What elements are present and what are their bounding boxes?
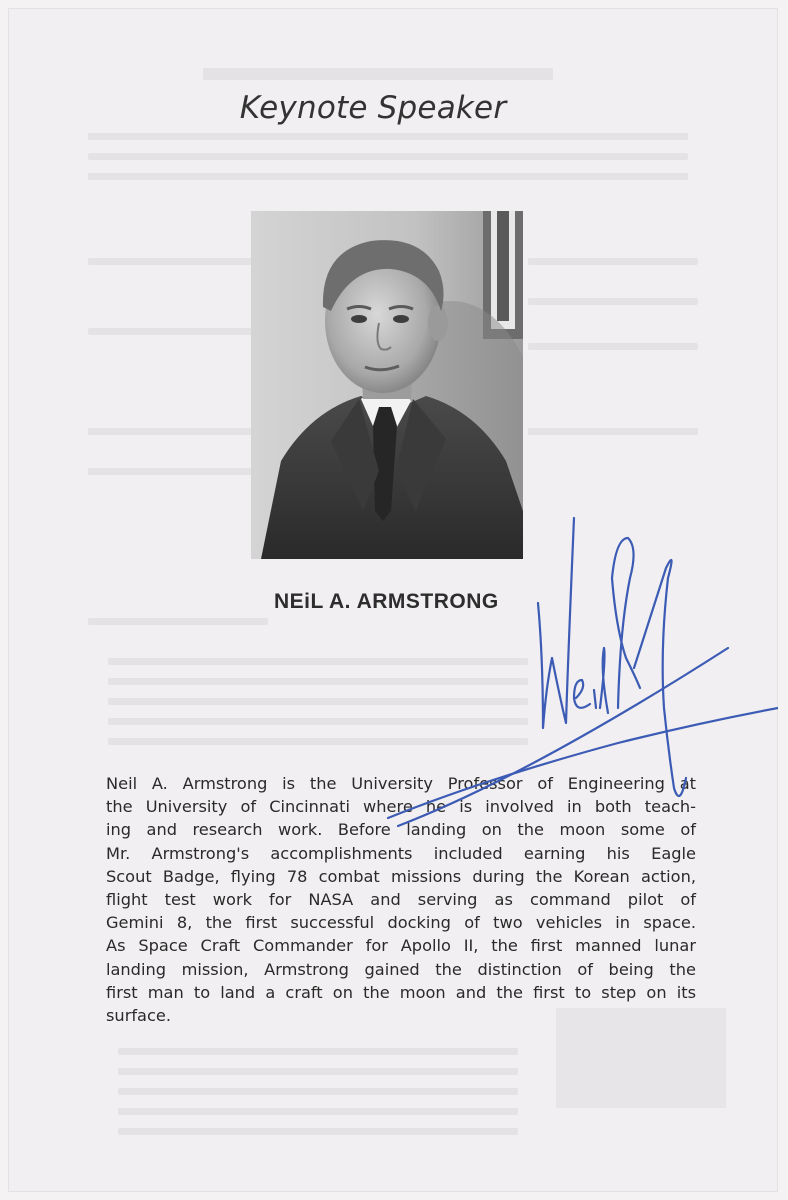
- bleed-through-text: [108, 718, 528, 725]
- bleed-through-text: [88, 258, 258, 265]
- program-page: [8, 8, 778, 1192]
- bleed-through-text: [118, 1068, 518, 1075]
- speaker-name: NEiL A. ARMSTRONG: [274, 590, 499, 613]
- bleed-through-text: [108, 658, 528, 665]
- speaker-photo: [251, 211, 523, 559]
- speaker-bio: [106, 772, 696, 1027]
- bio-line: Scout Badge, flying 78 combat missions during the Korean action,: [106, 866, 696, 886]
- bleed-through-text: [88, 153, 688, 160]
- bleed-through-text: [88, 468, 258, 475]
- bleed-through-text: [108, 698, 528, 705]
- bleed-through-text: [528, 343, 698, 350]
- bleed-through-text: [108, 738, 528, 745]
- bleed-through-text: [203, 68, 553, 80]
- bleed-through-text: [88, 133, 688, 140]
- bleed-through-text: [118, 1108, 518, 1115]
- bleed-through-text: [88, 328, 258, 335]
- bio-line: ing and research work. Before landing on the moon some of: [106, 820, 696, 840]
- bio-line: Gemini 8, the first successful docking of two vehicles in space.: [106, 913, 696, 933]
- bleed-through-text: [528, 428, 698, 435]
- bio-line: the University of Cincinnati where he is involved in both teach-: [106, 797, 696, 817]
- bleed-through-text: [118, 1128, 518, 1135]
- bio-line: landing mission, Armstrong gained the distinction of being the: [106, 959, 696, 979]
- bleed-through-text: [118, 1088, 518, 1095]
- bio-line: Mr. Armstrong's accomplishments included earning his Eagle: [106, 843, 696, 863]
- bio-line: flight test work for NASA and serving as command pilot of: [106, 890, 696, 910]
- portrait-icon: [251, 211, 523, 559]
- bio-line: As Space Craft Commander for Apollo II, the first manned lunar: [106, 936, 696, 956]
- bio-line: Neil A. Armstrong is the University Professor of Engineering at: [106, 774, 696, 793]
- bio-line: first man to land a craft on the moon and the first to step on its: [106, 982, 696, 1002]
- bleed-through-text: [108, 678, 528, 685]
- page-title: Keynote Speaker: [239, 90, 507, 126]
- bleed-through-text: [528, 298, 698, 305]
- bleed-through-text: [118, 1048, 518, 1055]
- bleed-through-text: [88, 618, 268, 625]
- bleed-through-text: [88, 173, 688, 180]
- bleed-through-text: [528, 258, 698, 265]
- bleed-through-text: [88, 428, 258, 435]
- bio-line: surface.: [106, 1006, 171, 1026]
